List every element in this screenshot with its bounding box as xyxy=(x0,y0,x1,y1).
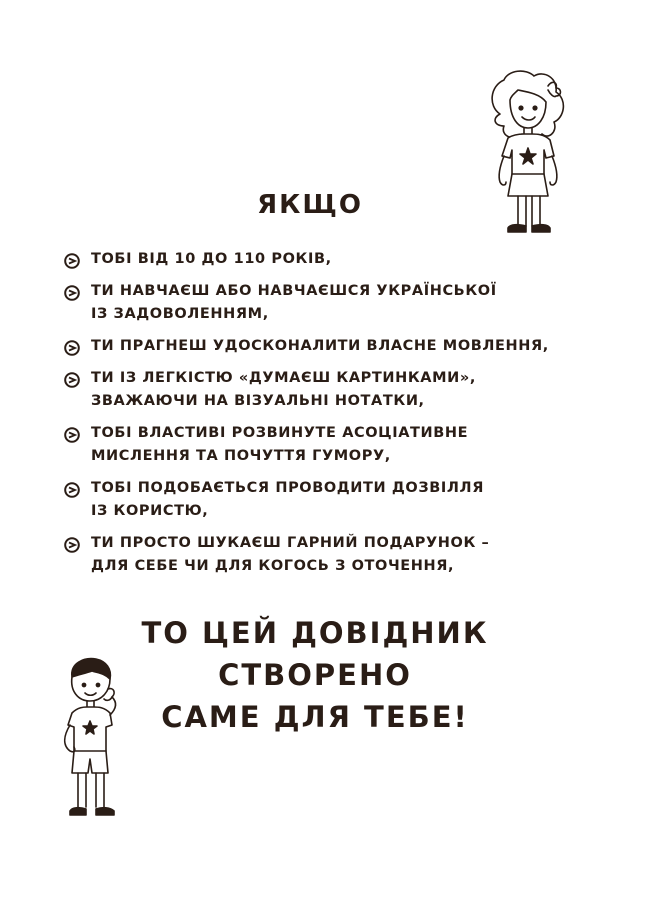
conditions-list xyxy=(64,248,604,587)
list-item-text: ТИ ПРАГНЕШ УДОСКОНАЛИТИ ВЛАСНЕ МОВЛЕННЯ, xyxy=(91,338,549,354)
closing-line-3: САМЕ ДЛЯ ТЕБЕ! xyxy=(161,700,469,734)
circle-arrow-icon xyxy=(64,427,80,443)
list-item-text: ТИ НАВЧАЄШ АБО НАВЧАЄШСЯ УКРАЇНСЬКОЇ xyxy=(91,283,497,299)
list-item-text-continued: ЗВАЖАЮЧИ НА ВІЗУАЛЬНІ НОТАТКИ, xyxy=(91,393,425,409)
heading-title: ЯКЩО xyxy=(257,190,363,220)
list-item-text-continued: МИСЛЕННЯ ТА ПОЧУТТЯ ГУМОРУ, xyxy=(91,448,391,464)
circle-arrow-icon xyxy=(64,372,80,388)
circle-arrow-icon xyxy=(64,340,80,356)
list-item xyxy=(64,367,604,413)
list-item xyxy=(64,280,604,326)
circle-arrow-icon xyxy=(64,537,80,553)
list-item xyxy=(64,248,604,271)
list-item-text: ТОБІ ВЛАСТИВІ РОЗВИНУТЕ АСОЦІАТИВНЕ xyxy=(91,425,469,441)
circle-arrow-icon xyxy=(64,253,80,269)
list-item-text: ТОБІ ПОДОБАЄТЬСЯ ПРОВОДИТИ ДОЗВІЛЛЯ xyxy=(91,480,484,496)
circle-arrow-icon xyxy=(64,285,80,301)
list-item xyxy=(64,422,604,468)
list-item xyxy=(64,532,604,578)
closing-line-1: ТО ЦЕЙ ДОВІДНИК xyxy=(141,616,489,650)
closing-statement xyxy=(90,612,540,738)
list-item-text: ТИ ПРОСТО ШУКАЄШ ГАРНИЙ ПОДАРУНОК – xyxy=(91,535,490,551)
list-item-text-continued: ІЗ ЗАДОВОЛЕННЯМ, xyxy=(91,306,269,322)
list-item-text-continued: ДЛЯ СЕБЕ ЧИ ДЛЯ КОГОСЬ З ОТОЧЕННЯ, xyxy=(91,558,455,574)
list-item-text: ТОБІ ВІД 10 ДО 110 РОКІВ, xyxy=(91,251,332,267)
list-item-text-continued: ІЗ КОРИСТЮ, xyxy=(91,503,209,519)
list-item xyxy=(64,335,604,358)
circle-arrow-icon xyxy=(64,482,80,498)
closing-line-2: СТВОРЕНО xyxy=(218,658,412,692)
list-item-text: ТИ ІЗ ЛЕГКІСТЮ «ДУМАЄШ КАРТИНКАМИ», xyxy=(91,370,476,386)
boy-illustration xyxy=(58,655,130,827)
list-item xyxy=(64,477,604,523)
